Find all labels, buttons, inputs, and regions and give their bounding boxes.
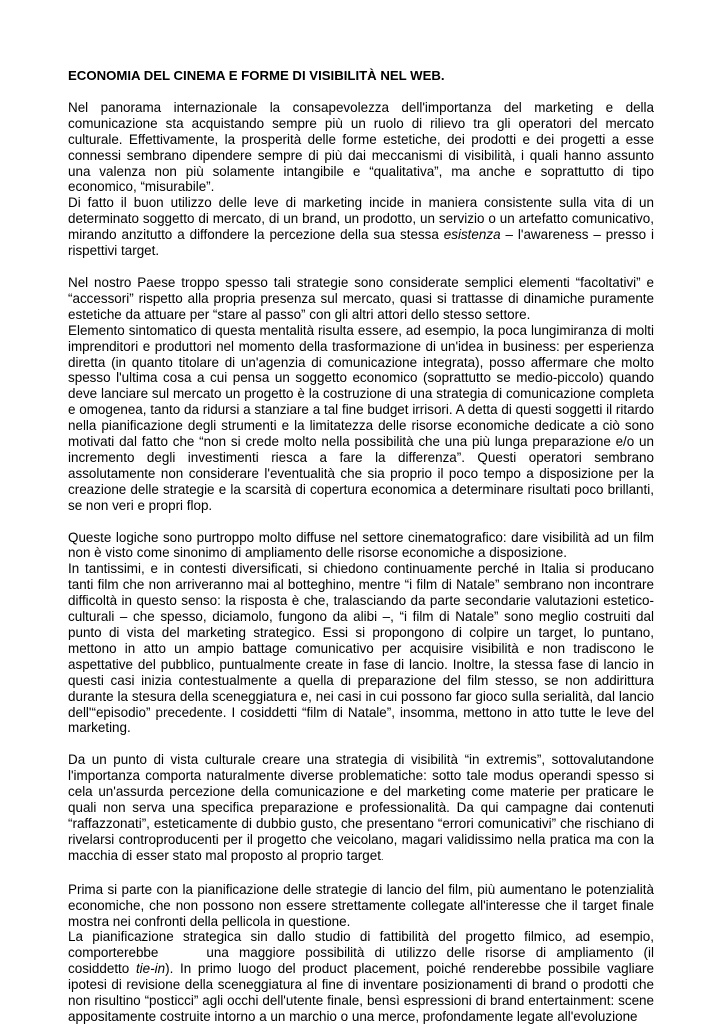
paragraph-8: Prima si parte con la pianificazione delle strategie di lancio del film, più aumentano le potenzialità economiche, che non possono non essere strettamente collegate all'interesse che il target finale mostra nei confronti della pellicola in questione. [68,881,654,929]
paragraph-7 [68,752,654,865]
paragraph-7-period: . [380,851,384,862]
paragraph-3: Nel nostro Paese troppo spesso tali strategie sono considerate semplici elementi “facoltativi” e “accessori” rispetto alla propria presenza sul mercato, quasi si trattasse di dinamiche puramente estetiche da attuare per “stare al passo” con gli altri attori dello stesso settore. [68,274,654,322]
paragraph-7-text: Da un punto di vista culturale creare una strategia di visibilità “in extremis”, sottovalutandone l'importanza comporta naturalmente diverse problematiche: sotto tale modus operandi spesso si cela un'assurda percezione della comunicazione e del marketing come materie per praticare le quali non serva una specifica preparazione e professionalità. Da qui campagne dai contenuti “raffazzonati”, esteticamente di dubbio gusto, che presentano “errori comunicativi” che rischiano di rivelarsi controproducenti per il progetto che veicolano, magari validissimo nella pratica ma con la macchia di esser stato mal proposto al proprio target [68,752,654,863]
paragraph-9-emphasis: tie-in [135,961,166,977]
paragraph-2-emphasis: esistenza [443,227,501,243]
paragraph-9-text-a: La pianificazione strategica sin dallo studio di fattibilità del progetto filmico, ad esempio, comporterebbe [68,929,654,961]
paragraph-6: In tantissimi, e in contesti diversificati, si chiedono continuamente perché in Italia si producano tanti film che non arriveranno mai al botteghino, mentre “i film di Natale” sembrano non incontrare difficoltà in questo senso: la risposta è che, tralasciando da parte secondarie valutazioni estetico-culturali – che spesso, diciamolo, fungono da alibi –, “i film di Natale” sono meglio costruiti dal punto di vista del marketing strategico. Essi si propongono di colpire un target, lo puntano, mettono in atto un ampio battage comunicativo per acquisire visibilità e non tradiscono le aspettative del pubblico, puntualmente create in fase di lancio. Inoltre, la stessa fase di lancio in questi casi inizia contestualmente a quella di preparazione del film stesso, se non addirittura durante la stesura della sceneggiatura e, nei casi in cui possono far gioco sulla serialità, dal lancio dell'“episodio” precedente. I cosiddetti “film di Natale”, insomma, mettono in atto tutte le leve del marketing. [68,561,654,736]
paragraph-2 [68,195,654,259]
paragraph-2-text-a: Di fatto il buon utilizzo delle leve di marketing incide in maniera consistente sulla vita di un determinato soggetto di mercato, di un brand, un prodotto, un servizio o un artefatto comunicativo, mirando anzitutto a diffondere la percezione della sua stessa [68,195,654,243]
paragraph-2-text-b: – l'awareness – presso i rispettivi target. [68,227,654,259]
paragraph-1: Nel panorama internazionale la consapevolezza dell'importanza del marketing e della comunicazione sta acquistando sempre più un ruolo di rilievo tra gli operatori del mercato culturale. Effettivamente, la prosperità delle forme estetiche, dei prodotti e dei progetti a esse connessi sembrano dipendere sempre di più dai meccanismi di visibilità, i quali hanno assunto una valenza non più solamente intangibile e “qualitativa”, ma anche e soprattutto di tipo economico, “misurabile”. [68,99,654,195]
paragraph-5: Queste logiche sono purtroppo molto diffuse nel settore cinematografico: dare visibilità ad un film non è visto come sinonimo di ampliamento delle risorse economiche a disposizione. [68,529,654,561]
paragraph-gap [68,866,654,882]
paragraph-9-text-c: ). In primo luogo del product placement, poiché renderebbe possibile vagliare ipotesi di revisione della sceneggiatura al fine di inventare posizionamenti di brand o prodotti che non risultino “posticci” agli occhi dell'utente finale, bensì espressioni di brand entertainment: scene appositamente costruite intorno a un marchio o una merce, profondamente legate all'evoluzione [68,961,654,1024]
paragraph-gap [68,514,654,530]
paragraph-gap [68,259,654,275]
paragraph-gap [68,736,654,752]
paragraph-9-text-b: una maggiore possibilità di utilizzo delle risorse di ampliamento (il cosiddetto [68,945,654,977]
paragraph-9 [68,929,654,1024]
paragraph-4: Elemento sintomatico di questa mentalità risulta essere, ad esempio, la poca lungimiranza di molti imprenditori e produttori nel momento della trasformazione di un'idea in business: per esperienza diretta (in quanto titolare di un'agenzia di comunicazione integrata), posso affermare che molto spesso l'ultima cosa a cui pensa un soggetto economico (soprattutto se medio-piccolo) quando deve lanciare sul mercato un progetto è la costruzione di una strategia di comunicazione completa e omogenea, tanto da ridursi a stanziare a tal fine budget irrisori. A detta di questi soggetti il ritardo nella pianificazione degli strumenti e la limitatezza delle risorse economiche dedicate a ciò sono motivati dal fatto che “non si crede molto nella possibilità che una più lunga preparazione e/o un incremento degli investimenti riesca a fare la differenza”. Questi operatori sembrano assolutamente non considerare l'eventualità che sia proprio il poco tempo a disposizione per la creazione delle strategie e la scarsità di copertura economica a determinare risultati poco brillanti, se non veri e propri flop. [68,322,654,513]
document-body [68,68,654,1025]
document-title: ECONOMIA DEL CINEMA E FORME DI VISIBILITÀ NEL WEB. [68,68,445,83]
